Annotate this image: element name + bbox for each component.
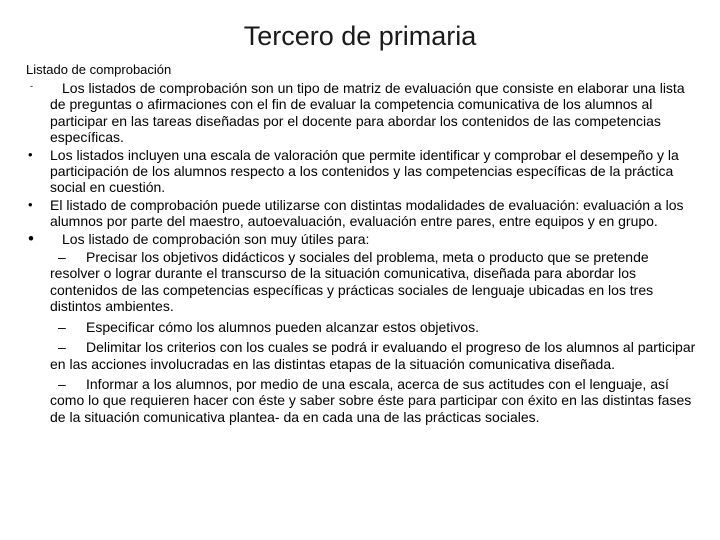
bullet-text: Los listados de comprobación son un tipo de matriz de evaluación que consiste en elaborar una lista de preguntas o afirmaciones con el fin de evaluar la competencia comunicativa de los alumnos al participar en las tareas diseñadas por el docente para abordar los contenidos de las competencias específicas. bbox=[50, 80, 685, 146]
bullet-mark: • bbox=[28, 228, 34, 248]
bullet-text: El listado de comprobación puede utilizarse con distintas modalidades de evaluación: evaluación a los alumnos por parte del maestro, autoevaluación, evaluación entre pares, entre equipos y en grupo. bbox=[50, 196, 684, 230]
sub-list-text: Precisar los objetivos didácticos y sociales del problema, meta o producto que se pretende resolver o lograr durante el transcurso de la situación comunicativa, diseñada para abordar los contenidos de las competencias específicas y prácticas sociales de lenguaje ubicadas en los tres distintos ambientes. bbox=[50, 249, 654, 315]
sub-list-item bbox=[50, 376, 702, 425]
bullet-mark: • bbox=[28, 196, 33, 212]
sub-list-text: Delimitar los criterios con los cuales se podrá ir evaluando el progreso de los alumnos al participar en las acciones involucradas en las distintas etapas de la situación comunicativa diseñada. bbox=[50, 339, 696, 372]
bullet-mark: - bbox=[30, 81, 33, 91]
dash-mark: – bbox=[58, 318, 66, 335]
dash-mark: – bbox=[58, 339, 66, 356]
dash-mark: – bbox=[58, 375, 66, 392]
sub-list-item bbox=[50, 249, 702, 315]
sub-list bbox=[50, 249, 702, 425]
sub-list-item bbox=[50, 319, 702, 335]
sub-list-text: Especificar cómo los alumnos pueden alcanzar estos objetivos. bbox=[86, 318, 479, 335]
bullet-item bbox=[26, 147, 702, 196]
section-subtitle: Listado de comprobación bbox=[26, 62, 172, 77]
dash-mark: – bbox=[58, 249, 66, 266]
bullet-item bbox=[26, 80, 702, 146]
bullet-item bbox=[26, 228, 702, 248]
sub-list-item bbox=[50, 339, 702, 372]
bullet-text: Los listado de comprobación son muy útiles para: bbox=[62, 230, 370, 247]
bullet-mark: • bbox=[28, 146, 33, 162]
page-title: Tercero de primaria bbox=[243, 21, 477, 51]
bullet-item bbox=[26, 197, 702, 230]
sub-list-text: Informar a los alumnos, por medio de una escala, acerca de sus actitudes con el lenguaje, así como lo que requieren hacer con éste y saber sobre éste para participar con éxito en las distintas fases de la situación comunicativa plantea- da en cada una de las prácticas sociales. bbox=[50, 375, 692, 425]
bullet-list bbox=[26, 80, 702, 429]
bullet-text: Los listados incluyen una escala de valoración que permite identificar y comprobar el desempeño y la participación de los alumnos respecto a los contenidos y las competencias específicas de la práctica social en cuestión. bbox=[50, 146, 679, 196]
